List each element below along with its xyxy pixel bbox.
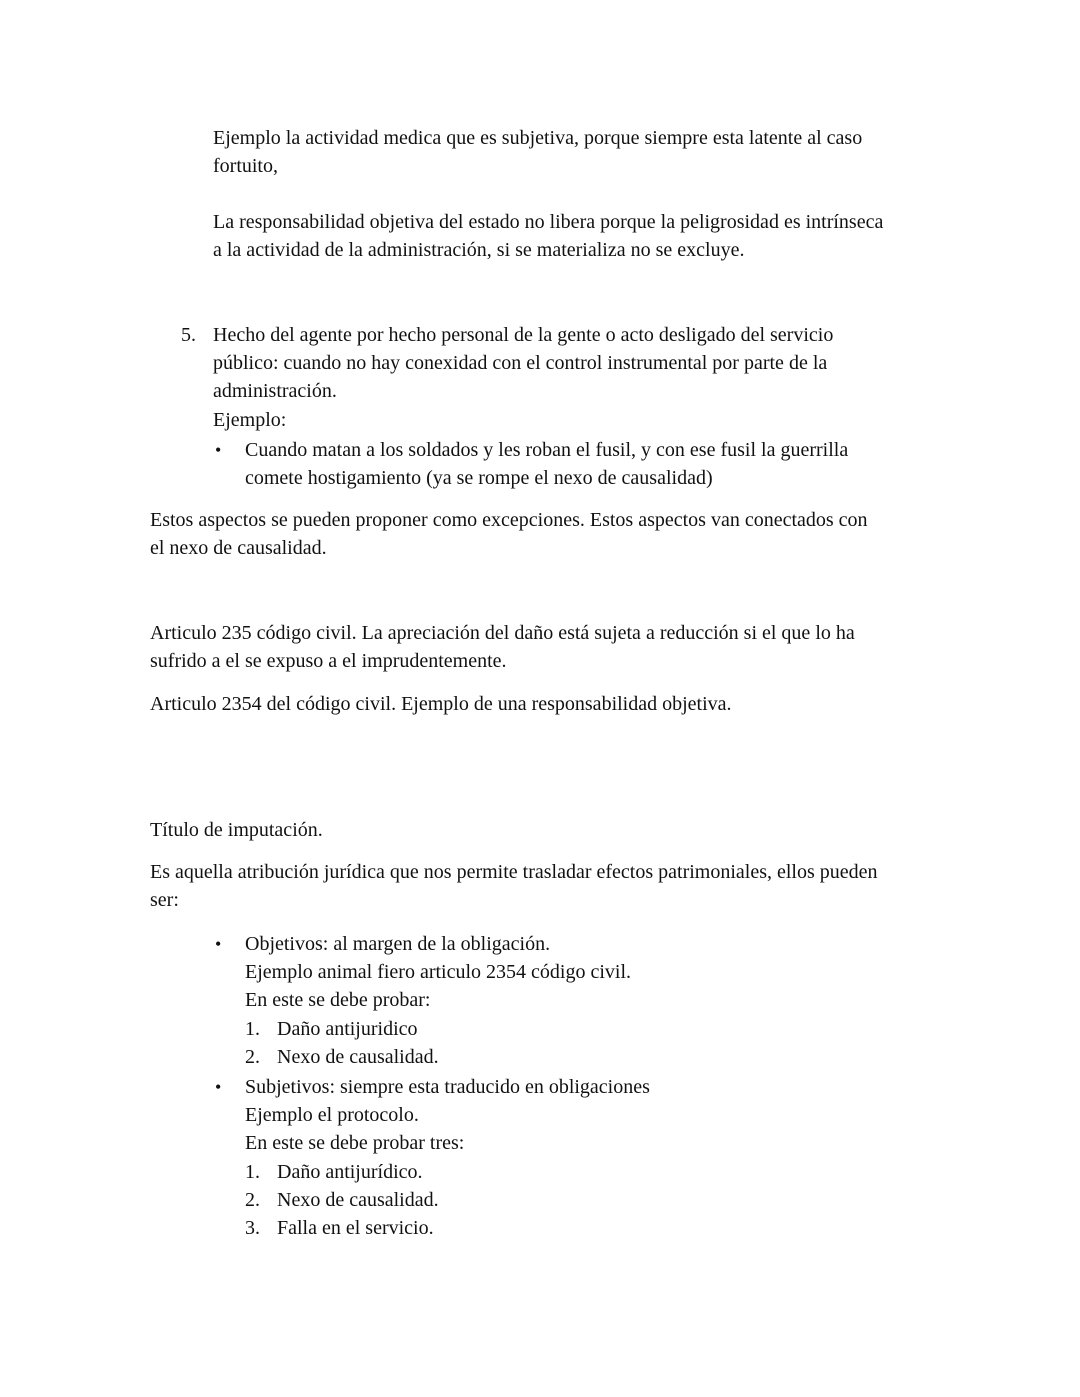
paragraph-line: Ejemplo la actividad medica que es subjetiva, porque siempre esta latente al caso — [213, 127, 863, 149]
bullet-line: En este se debe probar tres: — [245, 1132, 465, 1154]
paragraph-line: Articulo 2354 del código civil. Ejemplo de una responsabilidad objetiva. — [150, 693, 732, 715]
list-number: 2. — [245, 1046, 260, 1068]
list-number: 1. — [245, 1018, 260, 1040]
bullet-line: Ejemplo animal fiero articulo 2354 código civil. — [245, 961, 632, 983]
list-item-line: público: cuando no hay conexidad con el control instrumental por parte de la — [213, 352, 828, 374]
list-number: 2. — [245, 1189, 260, 1211]
list-item-line: Ejemplo: — [213, 409, 287, 431]
list-item-text: Nexo de causalidad. — [277, 1046, 439, 1068]
bullet-icon: • — [215, 1077, 222, 1097]
bullet-line: Cuando matan a los soldados y les roban el fusil, y con ese fusil la guerrilla — [245, 439, 849, 461]
list-number: 3. — [245, 1217, 260, 1239]
paragraph-line: Articulo 235 código civil. La apreciación del daño está sujeta a reducción si el que lo ha — [150, 622, 855, 644]
paragraph-line: fortuito, — [213, 155, 278, 177]
bullet-line: Ejemplo el protocolo. — [245, 1104, 419, 1126]
list-number: 1. — [245, 1161, 260, 1183]
bullet-line: Objetivos: al margen de la obligación. — [245, 933, 551, 955]
bullet-line: En este se debe probar: — [245, 989, 431, 1011]
section-title: Título de imputación. — [150, 819, 323, 841]
paragraph-line: Es aquella atribución jurídica que nos permite trasladar efectos patrimoniales, ellos pueden — [150, 861, 878, 883]
bullet-line: Subjetivos: siempre esta traducido en obligaciones — [245, 1076, 650, 1098]
paragraph-line: sufrido a el se expuso a el imprudentemente. — [150, 650, 507, 672]
bullet-icon: • — [215, 934, 222, 954]
bullet-icon: • — [215, 440, 222, 460]
list-item-text: Daño antijuridico — [277, 1018, 418, 1040]
paragraph-line: a la actividad de la administración, si se materializa no se excluye. — [213, 239, 745, 261]
list-item-line: administración. — [213, 380, 337, 402]
list-item-text: Nexo de causalidad. — [277, 1189, 439, 1211]
list-number: 5. — [181, 324, 196, 346]
list-item-line: Hecho del agente por hecho personal de la gente o acto desligado del servicio — [213, 324, 834, 346]
paragraph-line: el nexo de causalidad. — [150, 537, 327, 559]
list-item-text: Daño antijurídico. — [277, 1161, 423, 1183]
list-item-text: Falla en el servicio. — [277, 1217, 434, 1239]
paragraph-line: Estos aspectos se pueden proponer como excepciones. Estos aspectos van conectados con — [150, 509, 868, 531]
bullet-line: comete hostigamiento (ya se rompe el nexo de causalidad) — [245, 467, 713, 489]
paragraph-line: ser: — [150, 889, 179, 911]
paragraph-line: La responsabilidad objetiva del estado no libera porque la peligrosidad es intrínseca — [213, 211, 884, 233]
